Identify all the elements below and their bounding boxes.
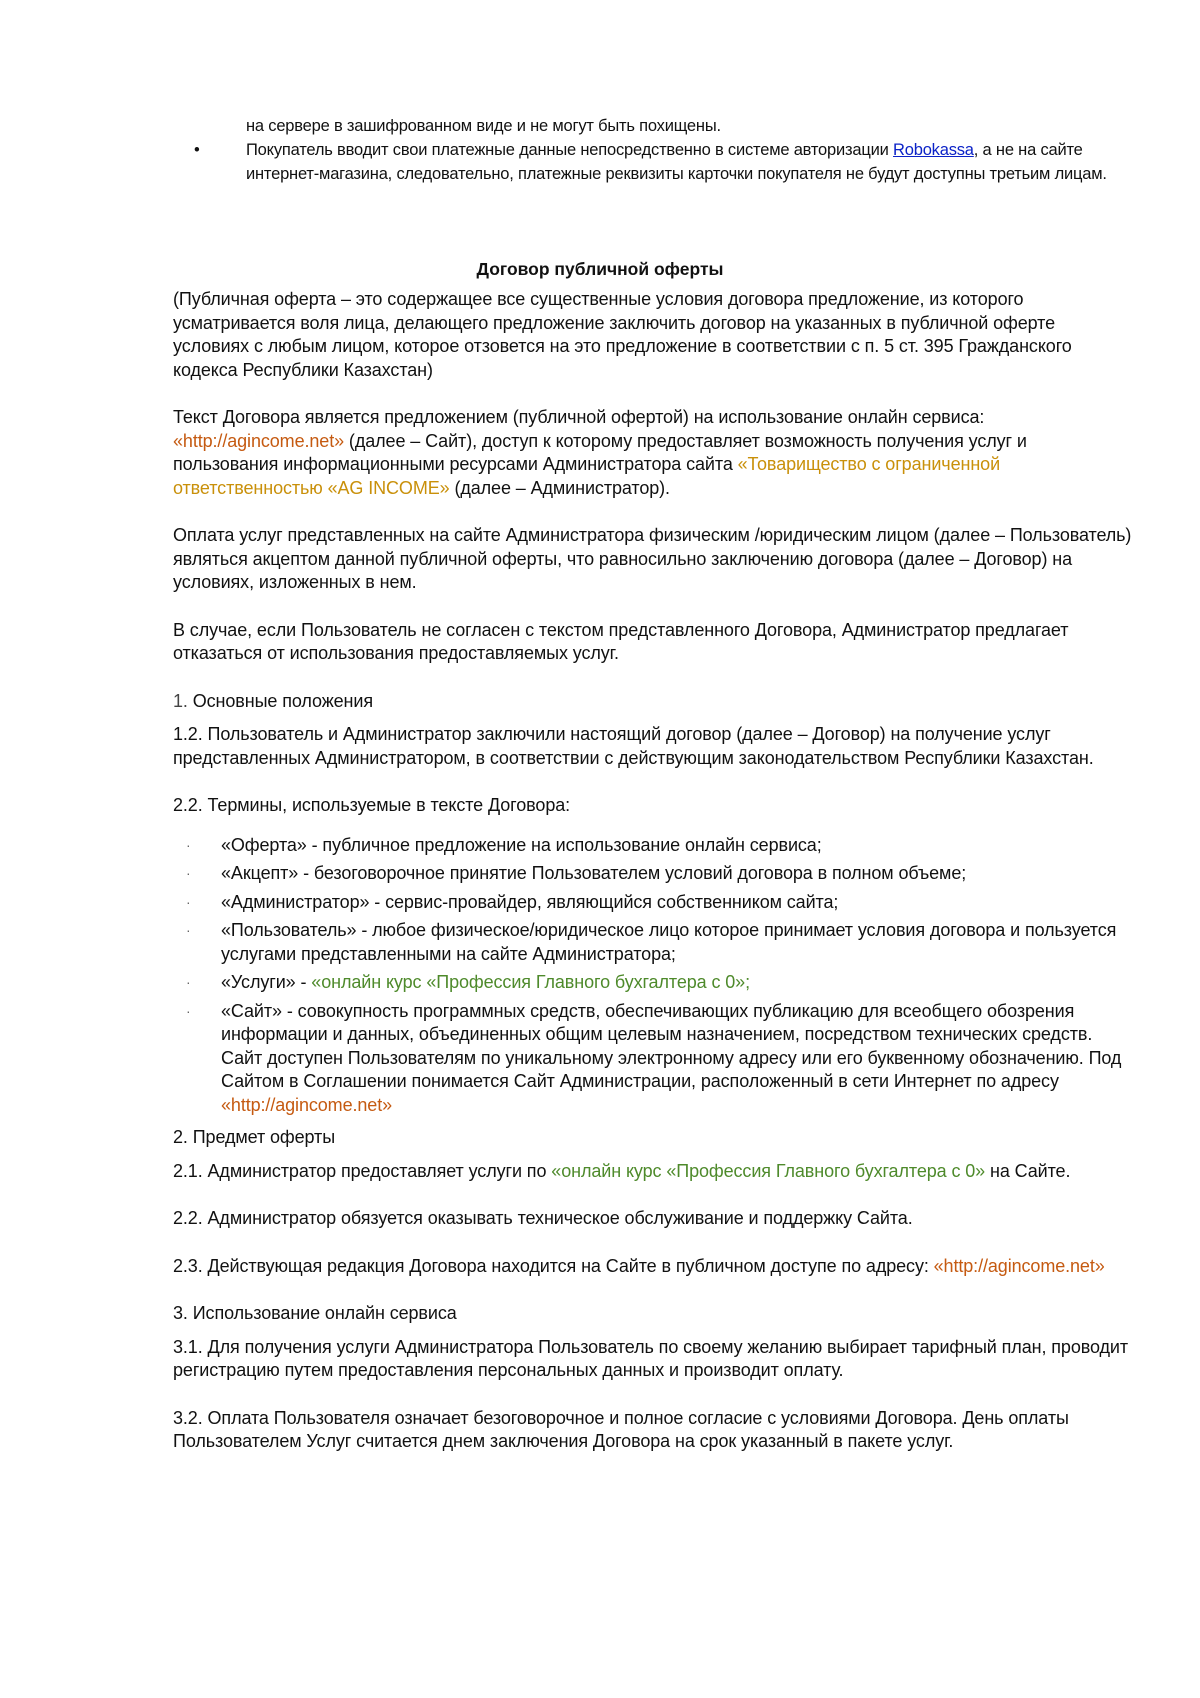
term-item-accept: · «Акцепт» - безоговорочное принятие Пользователем условий договора в полном объеме;	[221, 862, 1133, 886]
section-1-heading: 1. Основные положения	[173, 690, 373, 711]
course-name: «онлайн курс «Профессия Главного бухгалтера с 0»	[311, 972, 746, 992]
bullet-icon: ·	[186, 893, 191, 910]
term-item-administrator: · «Администратор» - сервис-провайдер, являющийся собственником сайта;	[221, 891, 1133, 915]
bullet-icon: ·	[186, 836, 191, 853]
payment-paragraph: Оплата услуг представленных на сайте Администратора физическим /юридическим лицом (далее – Пользователь) являться акцептом данной публичной оферты, что равносильно заключению договора (далее – Договор) на условиях, изложенных в нем.	[173, 525, 1132, 592]
site-link[interactable]: «http://agincome.net»	[221, 1094, 393, 1115]
company-name: «Товарищество с ограниченной ответственностью «AG INCOME»	[173, 454, 1001, 498]
contract-body	[173, 288, 1133, 1454]
contract-text-paragraph: Текст Договора является предложением (публичной офертой) на использование онлайн сервиса: «http://agincome.net» (далее – Сайт), доступ к которому предоставляет возможность получения услуг и пользования информационными ресурсами Администратора сайта «Товарищество с ограниченной ответственностью «AG INCOME» (далее – Администратор).	[173, 407, 1027, 498]
payment-security-block	[194, 114, 1126, 186]
clause-2-3: 2.3. Действующая редакция Договора находится на Сайте в публичном доступе по адресу: «http://agincome.net»	[173, 1255, 1105, 1276]
term-item-site: · «Сайт» - совокупность программных средств, обеспечивающих публикацию для всеобщего обозрения информации и данных, объединенных общим целевым назначением, посредством технических средств. Сайт доступен Пользователям по уникальному электронному адресу или его буквенному обозначению. Под Сайтом в Соглашении понимается Сайт Администрации, расположенный в сети Интернет по адресу «http://agincome.net»	[186, 1000, 1122, 1115]
terms-list	[173, 834, 1133, 1118]
bullet-icon: ·	[186, 1002, 191, 1019]
continued-line: на сервере в зашифрованном виде и не могут быть похищены.	[246, 117, 721, 135]
robokassa-bullet: • Покупатель вводит свои платежные данные непосредственно в системе авторизации Robokassa, а не на сайте интернет-магазина, следовательно, платежные реквизиты карточки покупателя не будут доступны третьим лицам.	[246, 138, 1126, 186]
document-title: Договор публичной оферты	[476, 259, 724, 279]
disagree-paragraph: В случае, если Пользователь не согласен с текстом представленного Договора, Администратор предлагает отказаться от использования предоставляемых услуг.	[173, 619, 1069, 663]
clause-2-2-terms: 2.2. Термины, используемые в тексте Договора:	[173, 795, 571, 815]
clause-2-2: 2.2. Администратор обязуется оказывать техническое обслуживание и поддержку Сайта.	[173, 1208, 913, 1228]
intro-paragraph: (Публичная оферта – это содержащее все существенные условия договора предложение, из которого усматривается воля лица, делающего предложение заключить договор на указанных в публичной оферте условиях с любым лицом, которое отзовется на это предложение в соответствии с п. 5 ст. 395 Гражданского кодекса Республики Казахстан)	[173, 289, 1072, 380]
section-3-heading: 3. Использование онлайн сервиса	[173, 1303, 457, 1323]
bullet-icon: ·	[186, 865, 191, 881]
section-2-heading: 2. Предмет оферты	[173, 1127, 336, 1147]
bullet-icon: ·	[186, 922, 191, 938]
clause-2-1: 2.1. Администратор предоставляет услуги по «онлайн курс «Профессия Главного бухгалтера с 0» на Сайте.	[173, 1160, 1071, 1181]
site-link[interactable]: «http://agincome.net»	[173, 430, 345, 451]
bullet-icon: •	[194, 141, 200, 159]
clause-3-1: 3.1. Для получения услуги Администратора Пользователь по своему желанию выбирает тарифный план, проводит регистрацию путем предоставления персональных данных и производит оплату.	[173, 1336, 1129, 1380]
site-link[interactable]: «http://agincome.net»	[933, 1255, 1105, 1276]
term-item-user: · «Пользователь» - любое физическое/юридическое лицо которое принимает условия договора и пользуется услугами представленными на сайте Администратора;	[186, 920, 1117, 964]
clause-1-2: 1.2. Пользователь и Администратор заключили настоящий договор (далее – Договор) на получение услуг представленных Администратором, в соответствии с действующим законодательством Республики Казахстан.	[173, 724, 1094, 768]
term-item-services: · «Услуги» - «онлайн курс «Профессия Главного бухгалтера с 0»;	[221, 971, 1133, 995]
robokassa-link[interactable]: Robokassa	[893, 141, 974, 159]
course-name: «онлайн курс «Профессия Главного бухгалтера с 0»	[551, 1160, 986, 1181]
clause-3-2: 3.2. Оплата Пользователя означает безоговорочное и полное согласие с условиями Договора. День оплаты Пользователем Услуг считается днем заключения Договора на срок указанный в пакете услуг.	[173, 1407, 1069, 1451]
term-item-offer: · «Оферта» - публичное предложение на использование онлайн сервиса;	[221, 834, 1133, 858]
bullet-icon: ·	[186, 974, 191, 990]
